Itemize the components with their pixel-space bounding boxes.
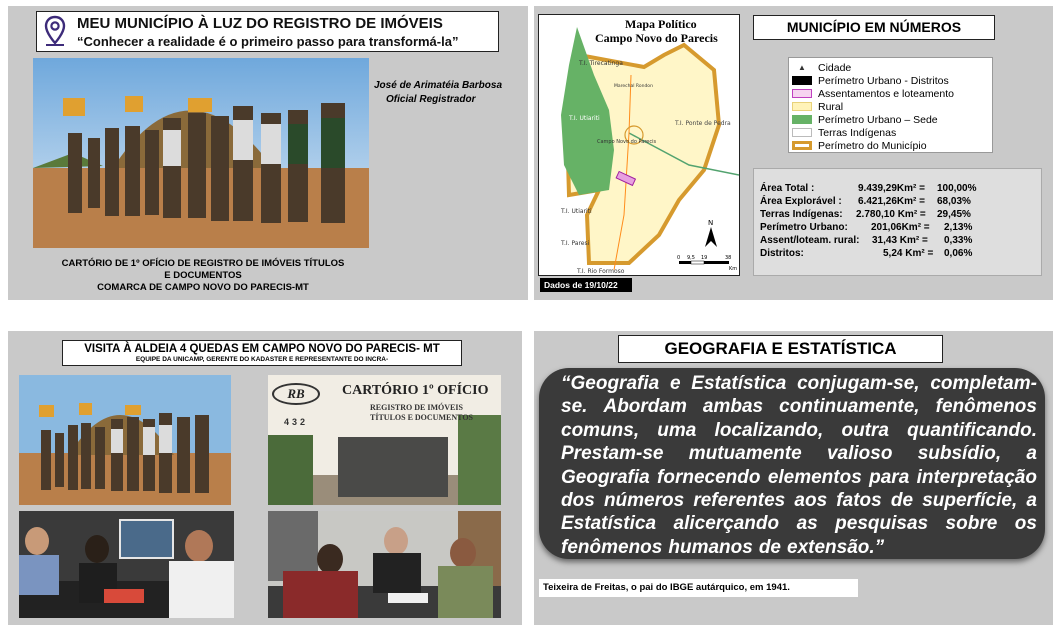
legend-label: Perímetro Urbano - Distritos <box>818 74 949 87</box>
legend-item <box>792 74 992 87</box>
location-pin-icon <box>43 15 67 47</box>
map-label-utiariti-2: T.I. Utiariti <box>561 208 592 215</box>
quote-word: extensão.” <box>787 536 885 558</box>
slide1-title-box <box>36 11 499 52</box>
slide1-footer <box>48 258 358 294</box>
quote-word: interpretação <box>916 466 1037 488</box>
legend-label: Cidade <box>818 61 852 74</box>
scale-unit: Km <box>729 266 738 272</box>
quote-word: humanos <box>668 536 753 558</box>
legend-swatch-urban-seat <box>792 115 812 124</box>
quote-word: valioso <box>826 443 893 465</box>
signature-role: Oficial Registrador <box>386 94 476 105</box>
legend-label: Perímetro do Município <box>818 139 927 152</box>
cartorio-sign-line1: REGISTRO DE IMÓVEIS <box>370 403 463 412</box>
visit-photo-group <box>19 375 231 505</box>
legend-label: Terras Indígenas <box>818 126 897 139</box>
map-label-paresi: T.I. Paresi <box>561 240 590 247</box>
legend-label: Perímetro Urbano – Sede <box>818 113 938 126</box>
attribution: Teixeira de Freitas, o pai do IBGE autárquico, em 1941. <box>543 582 790 593</box>
stat-value: 31,43 Km² = <box>872 235 928 246</box>
slide-visita-aldeia <box>8 331 522 625</box>
quote-word: localizando, <box>714 419 824 441</box>
visit-photo-office-1 <box>19 511 234 618</box>
scale-3: 38 <box>725 255 732 261</box>
legend-item <box>792 126 992 139</box>
legend-swatch-rural <box>792 102 812 111</box>
map-label-marechal: Marechal Rondon <box>614 84 653 89</box>
quote-word: fornecendo <box>657 466 761 488</box>
stat-pct: 29,45% <box>937 209 971 220</box>
visit-photo-office-2 <box>268 511 501 618</box>
slide4-title: GEOGRAFIA E ESTATÍSTICA <box>664 339 897 358</box>
quote-word: comuns, <box>561 419 640 441</box>
visit-photo-cartorio <box>268 375 501 505</box>
quote-word: pesquisas <box>835 513 929 535</box>
stat-label: Perímetro Urbano: <box>760 222 848 233</box>
quote-word: uma <box>657 419 697 441</box>
building-number: 432 <box>284 417 309 427</box>
legend-item <box>792 100 992 113</box>
quote-word: superfície, <box>922 489 1018 511</box>
city-icon: ▲ <box>798 63 806 72</box>
legend-swatch-urban-district <box>792 76 812 85</box>
quote-word: outra <box>841 419 889 441</box>
stat-label: Área Explorável : <box>760 196 842 207</box>
quote-word: Estatística <box>561 513 657 535</box>
stat-value: 9.439,29Km² = <box>858 183 925 194</box>
quote-line <box>561 442 1037 465</box>
quote-word: fenômenos <box>935 396 1037 418</box>
cartorio-monogram: RB <box>272 383 320 405</box>
quote-word: “Geografia <box>561 373 660 394</box>
stat-pct: 0,33% <box>944 235 973 246</box>
stat-pct: 0,06% <box>944 248 973 259</box>
quote-word: aos <box>794 489 828 511</box>
quote-word: Prestam-se <box>561 443 664 465</box>
stat-value: 5,24 Km² = <box>883 248 934 259</box>
quote-word: mutuamente <box>688 443 802 465</box>
stat-pct: 2,13% <box>944 222 973 233</box>
signature-name: José de Arimatéia Barbosa <box>374 80 503 91</box>
quote-word: de <box>890 489 914 511</box>
slide3-subtitle: EQUIPE DA UNICAMP, GERENTE DO KADASTER E REPRESENTANTE DO INCRA- <box>135 356 389 363</box>
quote-word: quantificando. <box>907 419 1037 441</box>
quote-line <box>561 395 1037 418</box>
numbers-title: MUNICÍPIO EM NÚMEROS <box>786 19 962 35</box>
quote-word: dos <box>561 489 595 511</box>
quote-word: conjugam-se, <box>797 373 920 394</box>
quote-word: de <box>758 536 781 558</box>
footer-line: E DOCUMENTOS <box>164 270 242 281</box>
legend-label: Assentamentos e loteamento <box>818 87 954 100</box>
stat-value: 2.780,10 Km² = <box>856 209 926 220</box>
quote-word: sobre <box>945 513 998 535</box>
quote-word: referentes <box>693 489 786 511</box>
legend-item <box>792 113 992 126</box>
quote-word: continuamente, <box>779 396 920 418</box>
quote-word: se. <box>561 396 588 418</box>
slide-municipio-numeros <box>534 6 1053 300</box>
quote-word: os <box>1014 513 1037 535</box>
map-title-1: Mapa Político <box>625 17 697 31</box>
legend-swatch-municipality <box>792 141 812 150</box>
map-legend <box>788 57 993 153</box>
slide3-title: VISITA À ALDEIA 4 QUEDAS EM CAMPO NOVO DO PARECIS- MT <box>84 343 440 355</box>
scale-2: 19 <box>701 255 708 261</box>
slide4-title-box <box>618 335 943 363</box>
legend-item <box>792 61 992 74</box>
legend-item <box>792 139 992 152</box>
map-label-tirecatinga: T.I. Tirecatinga <box>579 60 623 67</box>
quote-word: elementos <box>767 466 862 488</box>
quote-line <box>561 419 1037 442</box>
quote-word: subsídio, <box>917 443 1002 465</box>
quote-word: fenômenos <box>561 536 663 558</box>
footer-line: CARTÓRIO DE 1º OFÍCIO DE REGISTRO DE IMÓVEIS TÍTULOS <box>61 258 345 269</box>
stat-label: Área Total : <box>760 183 815 194</box>
stat-value: 6.421,26Km² = <box>858 196 925 207</box>
quote-word: completam- <box>930 373 1037 394</box>
scale-1: 9,5 <box>687 255 695 261</box>
political-map <box>538 14 740 276</box>
map-label-ponte: T.I. Ponte de Pedra <box>675 120 731 127</box>
slide3-title-box <box>62 340 462 366</box>
quote-word: a <box>1026 443 1037 465</box>
quote-word: a <box>1026 489 1037 511</box>
legend-swatch-settlement <box>792 89 812 98</box>
quote-word: Abordam <box>603 396 687 418</box>
legend-swatch-indigenous <box>792 128 812 137</box>
quote-line <box>561 512 1037 535</box>
cartorio-sign-line2: TÍTULOS E DOCUMENTOS <box>370 413 473 422</box>
slide-geografia-estatistica <box>534 331 1053 625</box>
quote-word: para <box>869 466 910 488</box>
group-photo-aldeia <box>33 58 369 248</box>
stat-value: 201,06Km² = <box>871 222 930 233</box>
legend-label: Rural <box>818 100 844 113</box>
quote-word: alicerçando <box>673 513 780 535</box>
map-label-rio-formoso: T.I. Rio Formoso <box>577 268 625 275</box>
quote-word: Geografia <box>561 466 650 488</box>
footer-line: COMARCA DE CAMPO NOVO DO PARECIS-MT <box>97 282 309 293</box>
slide1-title: MEU MUNICÍPIO À LUZ DO REGISTRO DE IMÓVEIS <box>77 15 443 32</box>
quote-word: ambas <box>702 396 764 418</box>
scale-0: 0 <box>677 255 681 261</box>
map-label-utiariti: T.I. Utiariti <box>569 115 600 122</box>
north-label: N <box>708 219 714 227</box>
map-label-cidade: Campo Novo do Parecis <box>597 139 657 145</box>
quote-line <box>561 466 1037 489</box>
stat-label: Distritos: <box>760 248 804 259</box>
attribution-box <box>539 579 858 597</box>
quote-line <box>561 372 1037 395</box>
quote-box <box>539 368 1045 559</box>
slide1-subtitle: “Conhecer a realidade é o primeiro passo para transformá-la” <box>77 34 459 49</box>
slide-municipio-registro <box>8 6 528 300</box>
stats-box <box>753 168 1042 276</box>
data-date-label: Dados de 19/10/22 <box>540 278 632 292</box>
quote-line <box>561 489 1037 512</box>
stat-pct: 68,03% <box>937 196 971 207</box>
quote-word: Estatística <box>691 373 787 394</box>
quote-word: as <box>796 513 818 535</box>
numbers-title-box <box>753 15 995 40</box>
quote-word: fatos <box>836 489 882 511</box>
quote-word: números <box>603 489 685 511</box>
stat-label: Terras Indígenas: <box>760 209 843 220</box>
map-title-2: Campo Novo do Parecis <box>595 31 718 45</box>
cartorio-sign-title: CARTÓRIO 1º OFÍCIO <box>342 383 489 398</box>
quote-line <box>561 536 1037 559</box>
quote-word: e <box>669 373 681 394</box>
legend-item <box>792 87 992 100</box>
stat-label: Assent/loteam. rural: <box>760 235 860 246</box>
stat-pct: 100,00% <box>937 183 977 194</box>
